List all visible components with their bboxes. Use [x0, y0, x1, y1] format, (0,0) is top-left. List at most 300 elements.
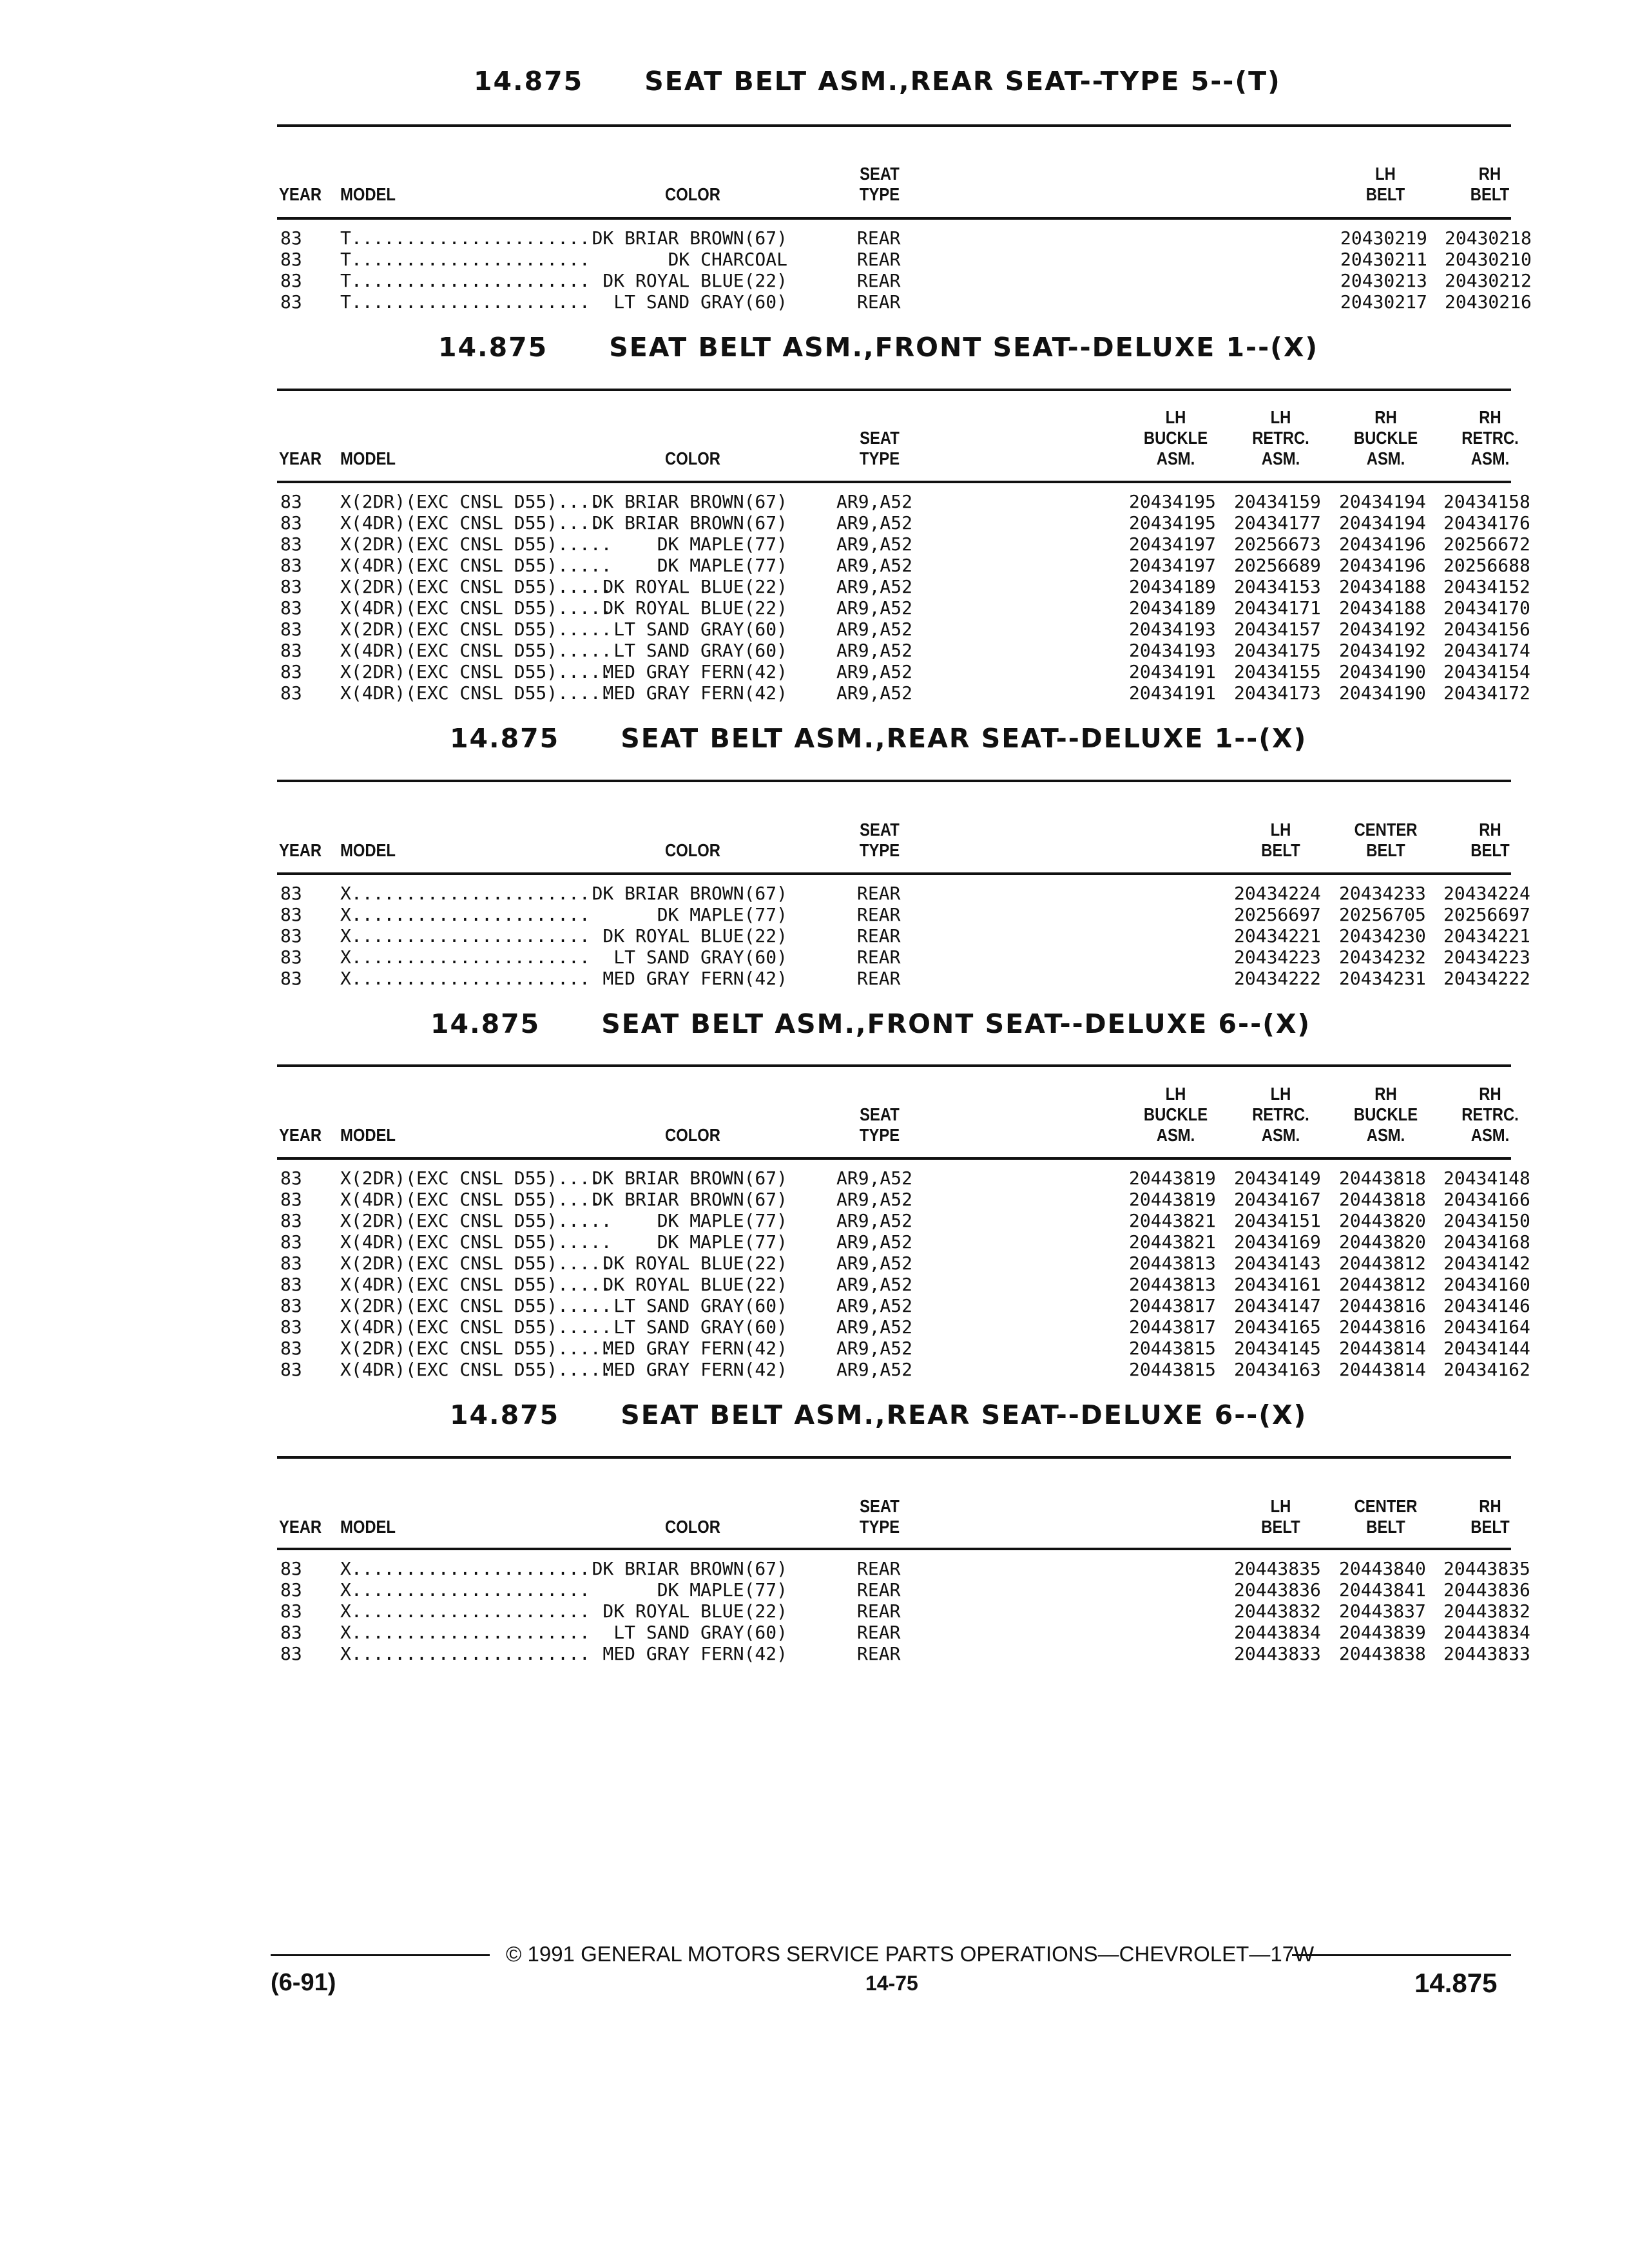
footer-rule-right	[1292, 1954, 1511, 1956]
cell-seat-type: REAR	[857, 968, 901, 989]
footer-page-number: 14-75	[865, 1972, 918, 1995]
cell-year: 83	[280, 1338, 302, 1359]
table-row	[0, 1558, 1629, 1579]
cell-part-number: 20443817	[1129, 1295, 1216, 1316]
cell-year: 83	[280, 1579, 302, 1600]
header-part-column: BELT	[1366, 840, 1405, 860]
cell-year: 83	[280, 619, 302, 640]
header-year: YEAR	[279, 184, 322, 204]
cell-year: 83	[280, 1643, 302, 1664]
cell-color: DK BRIAR BROWN(67)	[592, 227, 787, 249]
cell-part-number: 20443816	[1339, 1316, 1426, 1338]
cell-seat-type: REAR	[857, 1579, 901, 1600]
cell-part-number: 20434221	[1443, 925, 1530, 947]
section-number: 14.875	[430, 1008, 541, 1039]
cell-part-number: 20430210	[1445, 249, 1532, 270]
table-row	[0, 925, 1629, 947]
cell-color: DK ROYAL BLUE(22)	[602, 1600, 787, 1622]
cell-seat-type: REAR	[857, 1600, 901, 1622]
header-part-column: CENTER	[1354, 820, 1418, 840]
table-row	[0, 1338, 1629, 1359]
cell-year: 83	[280, 904, 302, 925]
cell-part-number: 20443835	[1234, 1558, 1321, 1579]
cell-model: X(4DR)(EXC CNSL D55).....	[340, 682, 612, 704]
cell-color: DK ROYAL BLUE(22)	[602, 597, 787, 619]
cell-part-number: 20434194	[1339, 491, 1426, 512]
cell-year: 83	[280, 491, 302, 512]
header-seat-type: TYPE	[859, 840, 900, 860]
cell-year: 83	[280, 1622, 302, 1643]
cell-part-number: 20434167	[1234, 1189, 1321, 1210]
cell-part-number: 20443818	[1339, 1168, 1426, 1189]
section-title	[450, 723, 1307, 754]
cell-color: DK BRIAR BROWN(67)	[592, 1168, 787, 1189]
cell-color: DK ROYAL BLUE(22)	[602, 925, 787, 947]
cell-model: X(4DR)(EXC CNSL D55).....	[340, 1359, 612, 1380]
header-part-column: BUCKLE	[1143, 428, 1208, 448]
table-row	[0, 661, 1629, 682]
cell-part-number: 20256672	[1443, 533, 1530, 555]
cell-part-number: 20434188	[1339, 597, 1426, 619]
cell-part-number: 20434176	[1443, 512, 1530, 533]
cell-part-number: 20434193	[1129, 640, 1216, 661]
header-part-column: BUCKLE	[1353, 428, 1418, 448]
header-part-column: LH	[1165, 1084, 1186, 1104]
cell-part-number: 20434171	[1234, 597, 1321, 619]
cell-year: 83	[280, 1295, 302, 1316]
cell-part-number: 20434169	[1234, 1231, 1321, 1253]
header-part-column: ASM.	[1261, 1125, 1300, 1145]
cell-year: 83	[280, 883, 302, 904]
cell-part-number: 20443832	[1443, 1600, 1530, 1622]
table-top-rule	[277, 389, 1511, 391]
header-part-column: RETRC.	[1252, 1104, 1309, 1124]
cell-part-number: 20443836	[1234, 1579, 1321, 1600]
cell-year: 83	[280, 1274, 302, 1295]
table-row	[0, 512, 1629, 533]
section-number: 14.875	[474, 66, 584, 97]
header-part-column: RETRC.	[1461, 428, 1519, 448]
cell-seat-type: AR9,A52	[836, 1274, 913, 1295]
cell-part-number: 20434230	[1339, 925, 1426, 947]
cell-part-number: 20434196	[1339, 555, 1426, 576]
cell-year: 83	[280, 1231, 302, 1253]
cell-seat-type: AR9,A52	[836, 1189, 913, 1210]
cell-part-number: 20434156	[1443, 619, 1530, 640]
cell-seat-type: AR9,A52	[836, 1359, 913, 1380]
cell-year: 83	[280, 555, 302, 576]
cell-model: X......................	[340, 1600, 590, 1622]
cell-part-number: 20434188	[1339, 576, 1426, 597]
cell-model: X(4DR)(EXC CNSL D55).....	[340, 1316, 612, 1338]
cell-model: X(2DR)(EXC CNSL D55).....	[340, 533, 612, 555]
header-part-column: LH	[1375, 164, 1396, 184]
cell-part-number: 20434197	[1129, 533, 1216, 555]
cell-seat-type: REAR	[857, 947, 901, 968]
section-heading: SEAT BELT ASM.,REAR SEAT--DELUXE 6--(X)	[621, 1399, 1307, 1430]
table-row	[0, 947, 1629, 968]
header-part-column: BELT	[1366, 1517, 1405, 1537]
cell-color: DK ROYAL BLUE(22)	[602, 1253, 787, 1274]
cell-model: X(2DR)(EXC CNSL D55).....	[340, 1338, 612, 1359]
table-row	[0, 555, 1629, 576]
cell-seat-type: REAR	[857, 291, 901, 312]
cell-model: X(2DR)(EXC CNSL D55).....	[340, 576, 612, 597]
footer-section-number: 14.875	[1414, 1968, 1498, 1998]
cell-color: DK MAPLE(77)	[657, 1231, 787, 1253]
cell-part-number: 20434157	[1234, 619, 1321, 640]
cell-part-number: 20443812	[1339, 1274, 1426, 1295]
cell-model: X......................	[340, 968, 590, 989]
cell-part-number: 20430217	[1340, 291, 1427, 312]
cell-part-number: 20443834	[1234, 1622, 1321, 1643]
header-part-column: LH	[1270, 1496, 1291, 1516]
cell-part-number: 20256673	[1234, 533, 1321, 555]
table-row	[0, 883, 1629, 904]
cell-color: DK BRIAR BROWN(67)	[592, 512, 787, 533]
cell-model: X(4DR)(EXC CNSL D55).....	[340, 555, 612, 576]
cell-part-number: 20443820	[1339, 1210, 1426, 1231]
cell-color: DK BRIAR BROWN(67)	[592, 1189, 787, 1210]
cell-color: DK ROYAL BLUE(22)	[602, 1274, 787, 1295]
table-row	[0, 1168, 1629, 1189]
cell-part-number: 20434163	[1234, 1359, 1321, 1380]
cell-color: DK BRIAR BROWN(67)	[592, 883, 787, 904]
cell-year: 83	[280, 270, 302, 291]
header-model: MODEL	[340, 448, 396, 468]
table-row	[0, 1253, 1629, 1274]
cell-part-number: 20430213	[1340, 270, 1427, 291]
header-part-column: ASM.	[1470, 448, 1510, 468]
table-row	[0, 1600, 1629, 1622]
cell-year: 83	[280, 576, 302, 597]
cell-model: X......................	[340, 1558, 590, 1579]
cell-model: X......................	[340, 1579, 590, 1600]
header-part-column: BELT	[1261, 1517, 1300, 1537]
cell-seat-type: REAR	[857, 270, 901, 291]
section-heading: SEAT BELT ASM.,REAR SEAT--TYPE 5--(T)	[644, 66, 1281, 97]
cell-part-number: 20434152	[1443, 576, 1530, 597]
header-part-column: ASM.	[1261, 448, 1300, 468]
cell-part-number: 20256697	[1443, 904, 1530, 925]
cell-year: 83	[280, 1316, 302, 1338]
cell-color: LT SAND GRAY(60)	[613, 1622, 787, 1643]
cell-color: DK MAPLE(77)	[657, 555, 787, 576]
section-title	[430, 1008, 1311, 1039]
cell-model: X(2DR)(EXC CNSL D55).....	[340, 619, 612, 640]
cell-part-number: 20443832	[1234, 1600, 1321, 1622]
cell-part-number: 20443819	[1129, 1189, 1216, 1210]
cell-part-number: 20434170	[1443, 597, 1530, 619]
header-color: COLOR	[665, 840, 720, 860]
header-part-column: BELT	[1470, 1517, 1510, 1537]
cell-seat-type: AR9,A52	[836, 1316, 913, 1338]
cell-color: MED GRAY FERN(42)	[602, 1338, 787, 1359]
cell-part-number: 20434160	[1443, 1274, 1530, 1295]
header-part-column: LH	[1270, 407, 1291, 427]
cell-part-number: 20434168	[1443, 1231, 1530, 1253]
cell-part-number: 20434197	[1129, 555, 1216, 576]
cell-part-number: 20443836	[1443, 1579, 1530, 1600]
cell-model: X(4DR)(EXC CNSL D55)....	[340, 1189, 601, 1210]
table-header-rule	[277, 872, 1511, 875]
cell-part-number: 20256689	[1234, 555, 1321, 576]
cell-seat-type: REAR	[857, 249, 901, 270]
cell-color: MED GRAY FERN(42)	[602, 661, 787, 682]
cell-year: 83	[280, 291, 302, 312]
header-seat-type: SEAT	[860, 1496, 900, 1516]
cell-year: 83	[280, 640, 302, 661]
header-seat-type: SEAT	[860, 164, 900, 184]
cell-color: MED GRAY FERN(42)	[602, 1359, 787, 1380]
cell-part-number: 20443814	[1339, 1359, 1426, 1380]
header-part-column: LH	[1270, 820, 1291, 840]
cell-part-number: 20443837	[1339, 1600, 1426, 1622]
section-title	[450, 1399, 1307, 1430]
cell-part-number: 20434166	[1443, 1189, 1530, 1210]
table-row	[0, 1622, 1629, 1643]
cell-part-number: 20443817	[1129, 1316, 1216, 1338]
table-header-rule	[277, 1548, 1511, 1550]
header-seat-type: TYPE	[859, 448, 900, 468]
cell-model: X......................	[340, 925, 590, 947]
cell-part-number: 20434174	[1443, 640, 1530, 661]
cell-part-number: 20434222	[1234, 968, 1321, 989]
header-model: MODEL	[340, 840, 396, 860]
cell-color: LT SAND GRAY(60)	[613, 947, 787, 968]
cell-seat-type: REAR	[857, 1558, 901, 1579]
cell-part-number: 20434224	[1234, 883, 1321, 904]
cell-part-number: 20434148	[1443, 1168, 1530, 1189]
cell-part-number: 20430219	[1340, 227, 1427, 249]
header-part-column: RH	[1374, 1084, 1397, 1104]
footer-rule-left	[271, 1954, 490, 1956]
cell-model: T......................	[340, 291, 590, 312]
table-row	[0, 249, 1629, 270]
cell-part-number: 20434172	[1443, 682, 1530, 704]
cell-seat-type: AR9,A52	[836, 1231, 913, 1253]
table-row	[0, 968, 1629, 989]
cell-part-number: 20443820	[1339, 1231, 1426, 1253]
cell-year: 83	[280, 1600, 302, 1622]
header-part-column: RH	[1374, 407, 1397, 427]
table-header-rule	[277, 1157, 1511, 1160]
cell-year: 83	[280, 925, 302, 947]
cell-part-number: 20443819	[1129, 1168, 1216, 1189]
table-row	[0, 1579, 1629, 1600]
header-year: YEAR	[279, 448, 322, 468]
cell-color: LT SAND GRAY(60)	[613, 291, 787, 312]
cell-part-number: 20434190	[1339, 661, 1426, 682]
cell-color: LT SAND GRAY(60)	[613, 619, 787, 640]
header-part-column: BUCKLE	[1353, 1104, 1418, 1124]
header-part-column: RH	[1479, 820, 1501, 840]
cell-model: X(4DR)(EXC CNSL D55).....	[340, 640, 612, 661]
cell-part-number: 20434193	[1129, 619, 1216, 640]
cell-seat-type: AR9,A52	[836, 597, 913, 619]
header-seat-type: TYPE	[859, 1517, 900, 1537]
cell-part-number: 20434143	[1234, 1253, 1321, 1274]
cell-year: 83	[280, 1189, 302, 1210]
cell-seat-type: REAR	[857, 883, 901, 904]
table-top-rule	[277, 1456, 1511, 1459]
header-seat-type: TYPE	[859, 1125, 900, 1145]
cell-year: 83	[280, 682, 302, 704]
cell-part-number: 20443834	[1443, 1622, 1530, 1643]
cell-model: T......................	[340, 270, 590, 291]
cell-part-number: 20256688	[1443, 555, 1530, 576]
cell-part-number: 20434192	[1339, 619, 1426, 640]
table-row	[0, 682, 1629, 704]
table-row	[0, 1210, 1629, 1231]
header-part-column: RH	[1479, 1084, 1501, 1104]
cell-color: DK MAPLE(77)	[657, 1579, 787, 1600]
cell-model: X(4DR)(EXC CNSL D55)....	[340, 512, 601, 533]
header-part-column: RETRC.	[1461, 1104, 1519, 1124]
table-row	[0, 619, 1629, 640]
cell-part-number: 20443813	[1129, 1253, 1216, 1274]
cell-color: LT SAND GRAY(60)	[613, 640, 787, 661]
header-model: MODEL	[340, 184, 396, 204]
header-model: MODEL	[340, 1517, 396, 1537]
cell-year: 83	[280, 1168, 302, 1189]
section-title	[438, 332, 1318, 363]
cell-model: X(2DR)(EXC CNSL D55).....	[340, 1295, 612, 1316]
table-row	[0, 640, 1629, 661]
cell-part-number: 20434222	[1443, 968, 1530, 989]
cell-part-number: 20434194	[1339, 512, 1426, 533]
header-year: YEAR	[279, 1517, 322, 1537]
cell-part-number: 20434145	[1234, 1338, 1321, 1359]
cell-color: DK CHARCOAL	[668, 249, 787, 270]
table-header-rule	[277, 481, 1511, 483]
cell-part-number: 20434233	[1339, 883, 1426, 904]
table-row	[0, 291, 1629, 312]
header-color: COLOR	[665, 184, 720, 204]
cell-part-number: 20443813	[1129, 1274, 1216, 1295]
header-part-column: ASM.	[1156, 1125, 1195, 1145]
cell-year: 83	[280, 512, 302, 533]
cell-color: LT SAND GRAY(60)	[613, 1295, 787, 1316]
cell-model: X......................	[340, 947, 590, 968]
table-row	[0, 270, 1629, 291]
header-part-column: ASM.	[1366, 1125, 1405, 1145]
table-row	[0, 1643, 1629, 1664]
header-seat-type: SEAT	[860, 820, 900, 840]
cell-part-number: 20434153	[1234, 576, 1321, 597]
cell-part-number: 20434158	[1443, 491, 1530, 512]
cell-part-number: 20443821	[1129, 1210, 1216, 1231]
cell-model: X(4DR)(EXC CNSL D55).....	[340, 1231, 612, 1253]
cell-seat-type: AR9,A52	[836, 533, 913, 555]
cell-year: 83	[280, 1558, 302, 1579]
cell-part-number: 20434224	[1443, 883, 1530, 904]
header-part-column: BELT	[1365, 184, 1405, 204]
table-row	[0, 1359, 1629, 1380]
header-color: COLOR	[665, 1125, 720, 1145]
section-number: 14.875	[450, 723, 560, 754]
table-row	[0, 904, 1629, 925]
header-part-column: ASM.	[1366, 448, 1405, 468]
cell-model: X......................	[340, 1643, 590, 1664]
cell-color: DK MAPLE(77)	[657, 533, 787, 555]
table-row	[0, 227, 1629, 249]
table-row	[0, 533, 1629, 555]
cell-model: X(4DR)(EXC CNSL D55).....	[340, 1274, 612, 1295]
cell-part-number: 20443816	[1339, 1295, 1426, 1316]
table-header-rule	[277, 217, 1511, 220]
header-color: COLOR	[665, 1517, 720, 1537]
cell-part-number: 20443839	[1339, 1622, 1426, 1643]
cell-part-number: 20443821	[1129, 1231, 1216, 1253]
cell-seat-type: AR9,A52	[836, 1338, 913, 1359]
header-part-column: LH	[1270, 1084, 1291, 1104]
table-top-rule	[277, 1064, 1511, 1067]
table-row	[0, 576, 1629, 597]
cell-part-number: 20434159	[1234, 491, 1321, 512]
cell-model: X(2DR)(EXC CNSL D55)....	[340, 491, 601, 512]
cell-part-number: 20434232	[1339, 947, 1426, 968]
cell-seat-type: AR9,A52	[836, 661, 913, 682]
table-row	[0, 1295, 1629, 1316]
table-top-rule	[277, 780, 1511, 782]
header-part-column: BUCKLE	[1143, 1104, 1208, 1124]
cell-color: DK BRIAR BROWN(67)	[592, 1558, 787, 1579]
header-seat-type: SEAT	[860, 428, 900, 448]
cell-part-number: 20434223	[1443, 947, 1530, 968]
cell-part-number: 20434191	[1129, 682, 1216, 704]
cell-part-number: 20430216	[1445, 291, 1532, 312]
cell-part-number: 20434177	[1234, 512, 1321, 533]
table-row	[0, 597, 1629, 619]
header-color: COLOR	[665, 448, 720, 468]
header-part-column: RETRC.	[1252, 428, 1309, 448]
cell-part-number: 20434151	[1234, 1210, 1321, 1231]
cell-part-number: 20434164	[1443, 1316, 1530, 1338]
cell-part-number: 20434195	[1129, 491, 1216, 512]
cell-year: 83	[280, 947, 302, 968]
header-part-column: RH	[1479, 1496, 1501, 1516]
cell-part-number: 20430212	[1445, 270, 1532, 291]
cell-part-number: 20256705	[1339, 904, 1426, 925]
cell-seat-type: AR9,A52	[836, 682, 913, 704]
header-part-column: BELT	[1470, 184, 1510, 204]
cell-part-number: 20434173	[1234, 682, 1321, 704]
table-row	[0, 491, 1629, 512]
cell-seat-type: AR9,A52	[836, 512, 913, 533]
cell-year: 83	[280, 227, 302, 249]
cell-model: T......................	[340, 249, 590, 270]
cell-model: X(2DR)(EXC CNSL D55)....	[340, 1168, 601, 1189]
cell-seat-type: REAR	[857, 227, 901, 249]
cell-color: DK MAPLE(77)	[657, 904, 787, 925]
cell-seat-type: AR9,A52	[836, 576, 913, 597]
section-title	[474, 66, 1281, 97]
header-seat-type: TYPE	[859, 184, 900, 204]
header-seat-type: SEAT	[860, 1104, 900, 1124]
cell-model: T......................	[340, 227, 590, 249]
cell-model: X(2DR)(EXC CNSL D55).....	[340, 1210, 612, 1231]
section-number: 14.875	[438, 332, 548, 363]
cell-model: X(2DR)(EXC CNSL D55).....	[340, 1253, 612, 1274]
cell-seat-type: AR9,A52	[836, 1295, 913, 1316]
cell-part-number: 20434191	[1129, 661, 1216, 682]
cell-model: X(4DR)(EXC CNSL D55).....	[340, 597, 612, 619]
cell-color: MED GRAY FERN(42)	[602, 1643, 787, 1664]
cell-part-number: 20443815	[1129, 1338, 1216, 1359]
cell-part-number: 20434192	[1339, 640, 1426, 661]
cell-part-number: 20434223	[1234, 947, 1321, 968]
